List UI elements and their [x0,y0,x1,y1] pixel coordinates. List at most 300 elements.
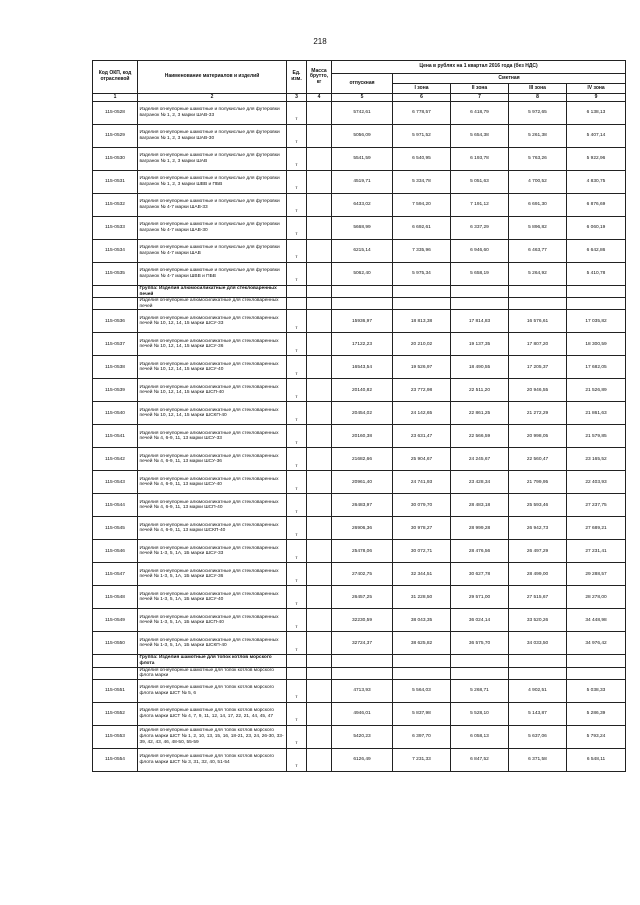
empty-cell [93,298,138,310]
empty-cell [451,667,509,679]
item-unit: т [287,240,307,263]
item-code: 115-0528 [93,102,138,125]
table-row [93,471,626,494]
subgroup-heading-row [93,667,626,679]
header-mass: Масса брутто, кг [307,61,332,94]
item-name: Изделия огнеупорные алюмосиликатные для стекловаренных печей № 4, 6-9, 11, 13 марки ШСУ-36 [138,448,287,471]
item-code: 115-0543 [93,471,138,494]
item-zone-1-price: 24 741,93 [393,471,451,494]
col-number: 5 [332,94,393,102]
item-zone-1-price: 6 540,95 [393,148,451,171]
item-zone-4-price: 6 642,86 [567,240,626,263]
empty-cell [567,655,626,667]
table-row [93,494,626,517]
table-row [93,586,626,609]
col-number: 6 [393,94,451,102]
col-number: 3 [287,94,307,102]
item-name: Изделия огнеупорные алюмосиликатные для стекловаренных печей № 10, 12, 14, 15 марки ШСКП-40 [138,402,287,425]
item-zone-2-price: 6 946,60 [451,240,509,263]
item-code: 115-0547 [93,563,138,586]
item-release-price: 26483,97 [332,494,393,517]
header-zone-1: I зона [393,84,451,94]
item-zone-2-price: 36 024,14 [451,609,509,632]
header-price: Цена в рублях на 1 квартал 2016 года (без НДС) [332,61,626,74]
table-row [93,356,626,379]
table-row [93,425,626,448]
item-zone-2-price: 6 337,29 [451,217,509,240]
item-zone-1-price: 20 210,02 [393,333,451,356]
item-zone-2-price: 29 571,00 [451,586,509,609]
item-zone-3-price: 22 560,47 [509,448,567,471]
item-code: 115-0541 [93,425,138,448]
item-release-price: 20961,40 [332,471,393,494]
item-unit: т [287,494,307,517]
item-unit: т [287,748,307,771]
item-release-price: 26457,25 [332,586,393,609]
item-zone-3-price: 26 497,29 [509,540,567,563]
empty-cell [567,667,626,679]
item-release-price: 5668,99 [332,217,393,240]
item-unit: т [287,194,307,217]
item-name: Изделия огнеупорные алюмосиликатные для стекловаренных печей № 4, 6-9, 11, 13 марки ШСУ-33 [138,425,287,448]
item-release-price: 25478,06 [332,540,393,563]
item-release-price: 16543,54 [332,356,393,379]
item-zone-3-price: 4 902,51 [509,679,567,702]
table-row [93,148,626,171]
item-zone-3-price: 20 998,05 [509,425,567,448]
item-unit: т [287,333,307,356]
item-release-price: 20140,82 [332,379,393,402]
item-release-price: 6433,02 [332,194,393,217]
item-zone-3-price: 33 520,26 [509,609,567,632]
item-zone-3-price: 27 515,67 [509,586,567,609]
table-row [93,679,626,702]
item-zone-3-price: 6 463,77 [509,240,567,263]
item-zone-3-price: 5 763,26 [509,148,567,171]
item-unit: т [287,148,307,171]
item-release-price: 20454,02 [332,402,393,425]
item-code: 115-0529 [93,125,138,148]
item-zone-2-price: 23 428,34 [451,471,509,494]
item-zone-3-price: 6 371,58 [509,748,567,771]
item-unit: т [287,356,307,379]
item-zone-2-price: 19 137,35 [451,333,509,356]
header-zone-3: III зона [509,84,567,94]
table-row [93,263,626,286]
item-mass [307,679,332,702]
empty-cell [332,298,393,310]
item-code: 115-0537 [93,333,138,356]
item-zone-1-price: 5 837,98 [393,702,451,725]
item-zone-2-price: 28 476,56 [451,540,509,563]
item-name: Изделия огнеупорные алюмосиликатные для стекловаренных печей № 10, 12, 14, 15 марки ШСП-40 [138,379,287,402]
group-heading-row [93,286,626,298]
item-release-price: 5742,61 [332,102,393,125]
col-number: 8 [509,94,567,102]
item-release-price: 6215,14 [332,240,393,263]
item-zone-4-price: 27 237,75 [567,494,626,517]
subgroup-heading: Изделия огнеупорные шамотные для топок котлов морского флота марки [138,667,287,679]
item-zone-3-price: 26 942,73 [509,517,567,540]
table-row [93,609,626,632]
item-release-price: 5056,09 [332,125,393,148]
item-name: Изделия огнеупорные алюмосиликатные для стекловаренных печей № 1-3, 5, 1А, 1Б марки ШСУ-40 [138,586,287,609]
item-zone-2-price: 28 999,28 [451,517,509,540]
empty-cell [393,667,451,679]
header-zone-2: II зона [451,84,509,94]
item-mass [307,425,332,448]
col-number: 2 [138,94,287,102]
item-zone-1-price: 6 397,70 [393,725,451,748]
item-mass [307,609,332,632]
item-zone-2-price: 17 814,83 [451,310,509,333]
header-name: Наименование материалов и изделий [138,61,287,94]
header-zone-4: IV зона [567,84,626,94]
item-code: 115-0546 [93,540,138,563]
item-zone-3-price: 21 272,29 [509,402,567,425]
item-name: Изделия огнеупорные шамотные и полукислые для футеровки вагранок № 1, 2, 3 марки ШАВ [138,148,287,171]
item-mass [307,471,332,494]
item-mass [307,632,332,655]
item-unit: т [287,379,307,402]
item-zone-3-price: 5 972,65 [509,102,567,125]
table-row [93,517,626,540]
item-name: Изделия огнеупорные шамотные для топок котлов морского флота марки ШСТ № 5, 6 [138,679,287,702]
item-mass [307,263,332,286]
item-code: 115-0549 [93,609,138,632]
empty-cell [307,655,332,667]
item-unit: т [287,125,307,148]
item-code: 115-0530 [93,148,138,171]
item-unit: т [287,563,307,586]
empty-cell [287,286,307,298]
item-unit: т [287,171,307,194]
item-code: 115-0538 [93,356,138,379]
item-release-price: 32230,59 [332,609,393,632]
item-zone-3-price: 5 264,92 [509,263,567,286]
item-zone-4-price: 4 830,75 [567,171,626,194]
item-zone-1-price: 38 625,82 [393,632,451,655]
item-name: Изделия огнеупорные алюмосиликатные для стекловаренных печей № 4, 6-9, 11, 13 марки ШСКП-40 [138,517,287,540]
header-row-1 [93,61,626,74]
item-unit: т [287,402,307,425]
item-unit: т [287,425,307,448]
header-estimate: Сметная [393,74,626,84]
table-row [93,171,626,194]
item-name: Изделия огнеупорные шамотные и полукислые для футеровки вагранок № 1, 2, 3 марки ШВВ и ПБВ [138,171,287,194]
item-zone-1-price: 18 813,38 [393,310,451,333]
item-zone-4-price: 34 448,98 [567,609,626,632]
item-mass [307,125,332,148]
group-heading: Группа: Изделия шамотные для топок котлов морского флота [138,655,287,667]
item-zone-4-price: 5 793,24 [567,725,626,748]
item-mass [307,194,332,217]
item-code: 115-0554 [93,748,138,771]
item-zone-3-price: 5 637,06 [509,725,567,748]
item-zone-4-price: 5 407,14 [567,125,626,148]
item-zone-4-price: 22 403,93 [567,471,626,494]
item-name: Изделия огнеупорные шамотные и полукислые для футеровки вагранок № 4-7 марки ШАВ-33 [138,194,287,217]
item-zone-4-price: 21 861,63 [567,402,626,425]
item-release-price: 26906,36 [332,517,393,540]
item-zone-4-price: 27 689,21 [567,517,626,540]
empty-cell [451,655,509,667]
empty-cell [393,298,451,310]
item-zone-1-price: 7 335,96 [393,240,451,263]
item-zone-3-price: 17 807,20 [509,333,567,356]
item-unit: т [287,586,307,609]
item-name: Изделия огнеупорные алюмосиликатные для стекловаренных печей № 1-3, 5, 1А, 1Б марки ШСУ-36 [138,563,287,586]
item-zone-2-price: 6 847,52 [451,748,509,771]
item-unit: т [287,102,307,125]
item-unit: т [287,471,307,494]
item-release-price: 17122,23 [332,333,393,356]
item-zone-3-price: 17 205,37 [509,356,567,379]
table-row [93,540,626,563]
item-name: Изделия огнеупорные шамотные для топок котлов морского флота марки ШСТ № 1, 2, 10, 13, 15, 16, 18-21, 23, 24, 26-30, 33-39, 42, 43, 46, 48-50, 55-59 [138,725,287,748]
item-release-price: 5062,40 [332,263,393,286]
item-zone-2-price: 36 575,70 [451,632,509,655]
item-name: Изделия огнеупорные алюмосиликатные для стекловаренных печей № 4, 6-9, 11, 13 марки ШСУ-40 [138,471,287,494]
item-code: 115-0533 [93,217,138,240]
item-zone-2-price: 28 483,18 [451,494,509,517]
table-row [93,194,626,217]
header-unit: Ед. изм. [287,61,307,94]
item-zone-3-price: 6 691,30 [509,194,567,217]
subgroup-heading: Изделия огнеупорные алюмосиликатные для стекловаренных печей [138,298,287,310]
header-release: отпускная [332,74,393,94]
item-zone-4-price: 34 976,42 [567,632,626,655]
item-zone-4-price: 18 300,59 [567,333,626,356]
empty-cell [451,298,509,310]
item-zone-4-price: 6 138,13 [567,102,626,125]
item-zone-4-price: 29 288,57 [567,563,626,586]
empty-cell [332,286,393,298]
item-zone-2-price: 6 193,78 [451,148,509,171]
table-row [93,379,626,402]
empty-cell [393,655,451,667]
item-zone-2-price: 5 528,10 [451,702,509,725]
col-number: 9 [567,94,626,102]
item-zone-2-price: 22 511,20 [451,379,509,402]
item-code: 115-0542 [93,448,138,471]
item-unit: т [287,310,307,333]
item-mass [307,748,332,771]
item-mass [307,517,332,540]
empty-cell [287,667,307,679]
item-mass [307,540,332,563]
item-code: 115-0532 [93,194,138,217]
item-zone-3-price: 21 799,95 [509,471,567,494]
item-zone-1-price: 38 043,35 [393,609,451,632]
item-name: Изделия огнеупорные алюмосиликатные для стекловаренных печей № 10, 12, 14, 15 марки ШСУ-33 [138,310,287,333]
item-zone-1-price: 5 334,78 [393,171,451,194]
table-row [93,725,626,748]
item-zone-3-price: 5 143,87 [509,702,567,725]
empty-cell [451,286,509,298]
table-body [93,102,626,772]
item-code: 115-0550 [93,632,138,655]
table-row [93,217,626,240]
item-name: Изделия огнеупорные алюмосиликатные для стекловаренных печей № 4, 6-9, 11, 13 марки ШСП-40 [138,494,287,517]
table-row [93,240,626,263]
item-name: Изделия огнеупорные алюмосиликатные для стекловаренных печей № 1-3, 5, 1А, 1Б марки ШСУ-33 [138,540,287,563]
empty-cell [93,655,138,667]
item-mass [307,402,332,425]
item-zone-1-price: 23 631,47 [393,425,451,448]
item-release-price: 5420,23 [332,725,393,748]
item-unit: т [287,540,307,563]
item-zone-1-price: 30 072,71 [393,540,451,563]
item-zone-4-price: 17 035,82 [567,310,626,333]
item-release-price: 5541,59 [332,148,393,171]
item-zone-1-price: 25 904,67 [393,448,451,471]
item-zone-2-price: 6 058,13 [451,725,509,748]
empty-cell [332,655,393,667]
item-zone-3-price: 4 700,52 [509,171,567,194]
empty-cell [509,298,567,310]
item-zone-3-price: 16 576,61 [509,310,567,333]
item-zone-4-price: 5 286,39 [567,702,626,725]
item-unit: т [287,217,307,240]
item-zone-2-price: 6 418,79 [451,102,509,125]
item-code: 115-0534 [93,240,138,263]
item-code: 115-0552 [93,702,138,725]
column-number-row [93,94,626,102]
item-name: Изделия огнеупорные алюмосиликатные для стекловаренных печей № 1-3, 5, 1А, 1Б марки ШСП-40 [138,609,287,632]
item-release-price: 4519,71 [332,171,393,194]
item-code: 115-0535 [93,263,138,286]
item-release-price: 4946,01 [332,702,393,725]
item-code: 115-0551 [93,679,138,702]
group-heading: Группа: Изделия алюмосиликатные для стекловаренных печей [138,286,287,298]
item-release-price: 27402,75 [332,563,393,586]
item-zone-3-price: 34 033,50 [509,632,567,655]
item-zone-4-price: 6 548,11 [567,748,626,771]
item-name: Изделия огнеупорные алюмосиликатные для стекловаренных печей № 10, 12, 14, 15 марки ШСУ-40 [138,356,287,379]
empty-cell [307,286,332,298]
item-name: Изделия огнеупорные шамотные для топок котлов морского флота марки ШСТ № 3, 31, 32, 40, 51-54 [138,748,287,771]
item-unit: т [287,517,307,540]
item-zone-2-price: 18 490,55 [451,356,509,379]
item-zone-1-price: 32 344,51 [393,563,451,586]
item-zone-2-price: 5 658,19 [451,263,509,286]
item-code: 115-0536 [93,310,138,333]
item-code: 115-0540 [93,402,138,425]
group-heading-row [93,655,626,667]
table-row [93,748,626,771]
item-zone-1-price: 6 778,57 [393,102,451,125]
item-mass [307,356,332,379]
empty-cell [332,667,393,679]
item-mass [307,333,332,356]
empty-cell [509,667,567,679]
item-zone-1-price: 30 079,70 [393,494,451,517]
item-code: 115-0544 [93,494,138,517]
table-row [93,632,626,655]
item-mass [307,240,332,263]
empty-cell [307,667,332,679]
item-mass [307,725,332,748]
table-row [93,448,626,471]
item-zone-4-price: 5 038,33 [567,679,626,702]
item-name: Изделия огнеупорные шамотные и полукислые для футеровки вагранок № 4-7 марки ШАВ-30 [138,217,287,240]
item-code: 115-0545 [93,517,138,540]
empty-cell [509,655,567,667]
item-zone-1-price: 30 978,27 [393,517,451,540]
item-mass [307,310,332,333]
item-mass [307,217,332,240]
item-release-price: 32724,37 [332,632,393,655]
item-zone-2-price: 22 861,25 [451,402,509,425]
empty-cell [567,298,626,310]
item-zone-1-price: 7 231,33 [393,748,451,771]
empty-cell [393,286,451,298]
item-release-price: 15936,97 [332,310,393,333]
empty-cell [93,286,138,298]
item-zone-4-price: 21 526,89 [567,379,626,402]
item-zone-4-price: 5 922,96 [567,148,626,171]
item-code: 115-0548 [93,586,138,609]
col-number: 1 [93,94,138,102]
item-zone-3-price: 5 896,82 [509,217,567,240]
item-unit: т [287,679,307,702]
item-zone-1-price: 24 142,65 [393,402,451,425]
empty-cell [567,286,626,298]
table-row [93,310,626,333]
item-zone-1-price: 5 564,03 [393,679,451,702]
item-zone-3-price: 5 261,38 [509,125,567,148]
item-zone-1-price: 31 228,50 [393,586,451,609]
item-mass [307,448,332,471]
item-mass [307,586,332,609]
item-unit: т [287,632,307,655]
subgroup-heading-row [93,298,626,310]
item-zone-2-price: 30 627,78 [451,563,509,586]
empty-cell [509,286,567,298]
item-zone-3-price: 28 499,00 [509,563,567,586]
item-name: Изделия огнеупорные алюмосиликатные для стекловаренных печей № 10, 12, 14, 15 марки ШСУ-36 [138,333,287,356]
item-zone-3-price: 20 946,55 [509,379,567,402]
table-row [93,125,626,148]
item-zone-3-price: 25 593,46 [509,494,567,517]
item-unit: т [287,725,307,748]
item-mass [307,494,332,517]
item-zone-4-price: 21 579,85 [567,425,626,448]
item-release-price: 4713,93 [332,679,393,702]
header-code: Код ОКП, код отраслевой [93,61,138,94]
item-zone-2-price: 22 566,59 [451,425,509,448]
item-zone-1-price: 19 526,97 [393,356,451,379]
table-row [93,102,626,125]
price-table [92,60,626,772]
item-name: Изделия огнеупорные шамотные и полукислые для футеровки вагранок № 4-7 марки ШАВ [138,240,287,263]
table-row [93,702,626,725]
item-zone-1-price: 5 971,52 [393,125,451,148]
item-zone-1-price: 6 692,61 [393,217,451,240]
item-zone-4-price: 17 682,05 [567,356,626,379]
item-zone-2-price: 5 654,38 [451,125,509,148]
item-mass [307,148,332,171]
item-mass [307,102,332,125]
item-name: Изделия огнеупорные шамотные и полукислые для футеровки вагранок № 1, 2, 3 марки ШАВ-30 [138,125,287,148]
item-mass [307,379,332,402]
item-zone-4-price: 28 278,00 [567,586,626,609]
empty-cell [287,298,307,310]
item-name: Изделия огнеупорные алюмосиликатные для стекловаренных печей № 1-3, 5, 1А, 1Б марки ШСКП-40 [138,632,287,655]
item-zone-1-price: 5 975,34 [393,263,451,286]
item-name: Изделия огнеупорные шамотные для топок котлов морского флота марки ШСТ № 4, 7, 9, 11, 12, 14, 17, 22, 21, 44, 45, 47 [138,702,287,725]
